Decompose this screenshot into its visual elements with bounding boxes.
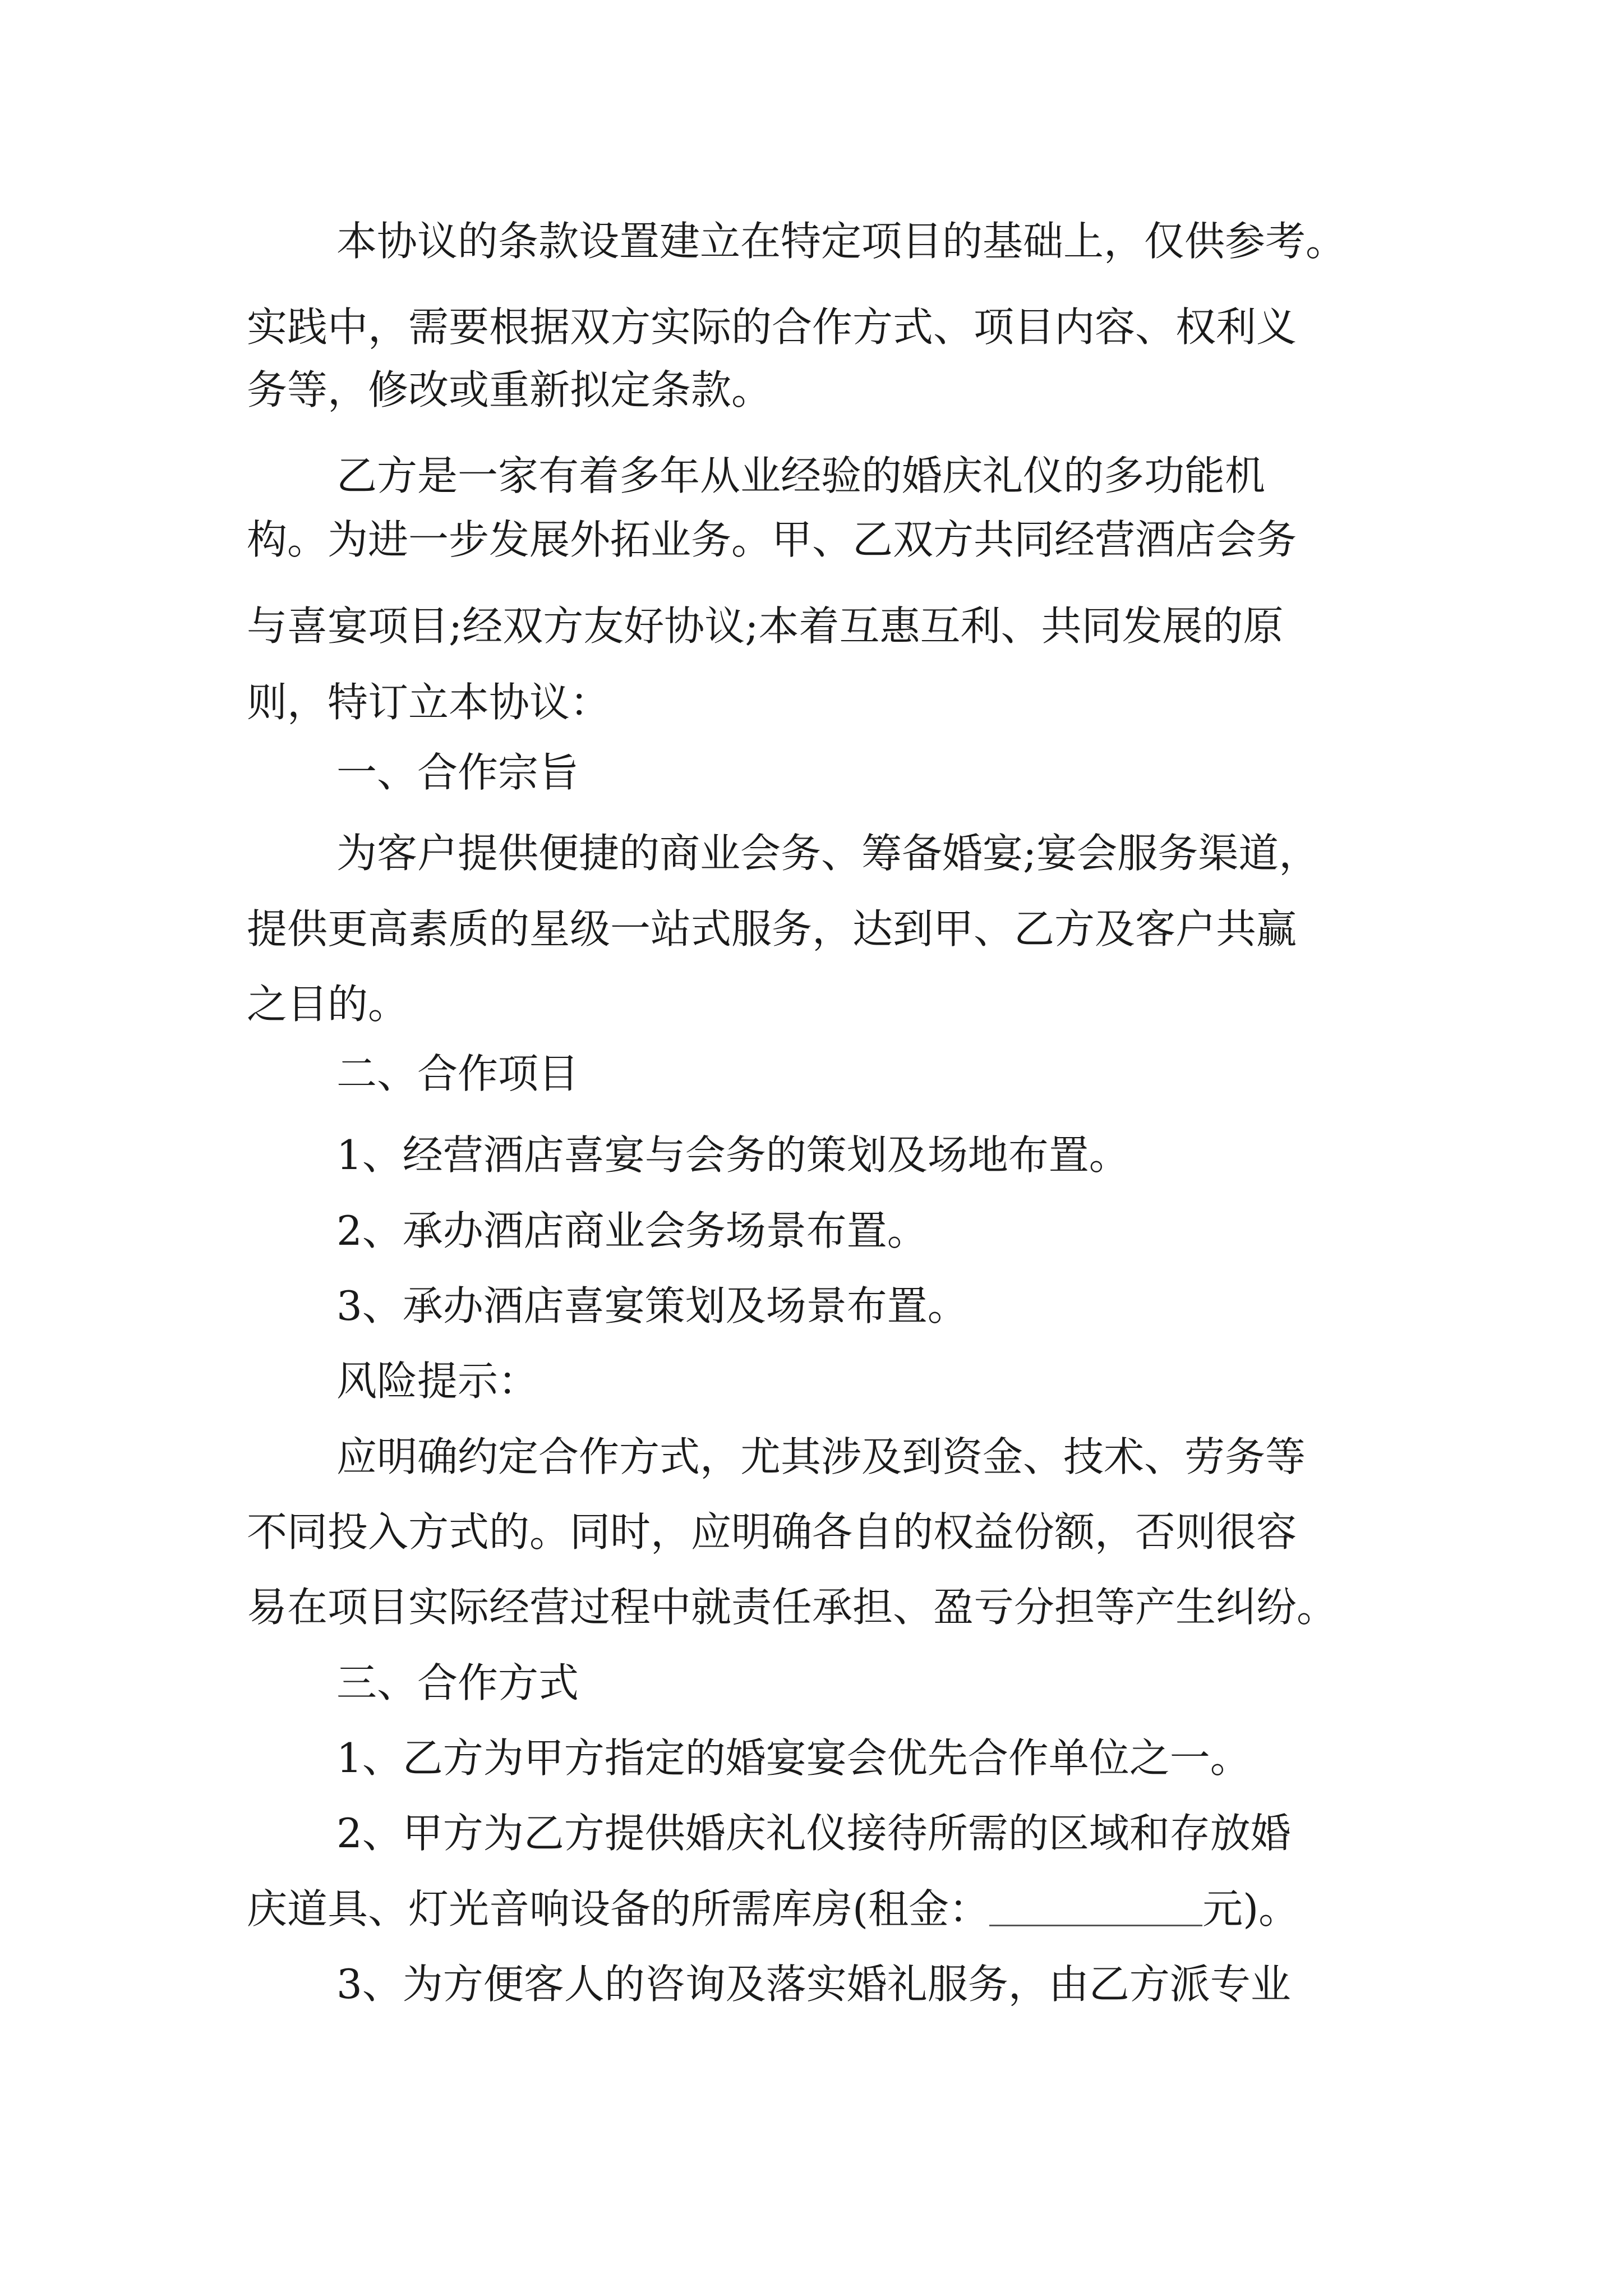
rent-suffix: 元)。 bbox=[1202, 1885, 1299, 1932]
paragraph-line: 不同投入方式的。同时，应明确各自的权益份额，否则很容 bbox=[247, 1508, 1297, 1556]
paragraph-line: 乙方是一家有着多年从业经验的婚庆礼仪的多功能机 bbox=[336, 452, 1266, 499]
section-heading: 二、合作项目 bbox=[336, 1050, 579, 1097]
list-item: 1、经营酒店喜宴与会务的策划及场地布置。 bbox=[336, 1131, 1129, 1179]
paragraph-line: 构。为进一步发展外拓业务。甲、乙双方共同经营酒店会务 bbox=[247, 516, 1297, 563]
rent-prefix: 庆道具、灯光音响设备的所需库房(租金： bbox=[247, 1885, 990, 1932]
rent-line bbox=[0, 1878, 1623, 1940]
paragraph-line: 本协议的条款设置建立在特定项目的基础上，仅供参考。 bbox=[336, 218, 1347, 265]
paragraph-line: 应明确约定合作方式，尤其涉及到资金、技术、劳务等 bbox=[336, 1433, 1306, 1480]
list-item: 2、甲方为乙方提供婚庆礼仪接待所需的区域和存放婚 bbox=[336, 1810, 1291, 1857]
paragraph-line: 为客户提供便捷的商业会务、筹备婚宴;宴会服务渠道， bbox=[336, 830, 1320, 877]
paragraph-line: 则，特订立本协议： bbox=[247, 679, 611, 726]
list-item: 1、乙方为甲方指定的婚宴宴会优先合作单位之一。 bbox=[336, 1734, 1251, 1782]
paragraph-line: 提供更高素质的星级一站式服务，达到甲、乙方及客户共赢 bbox=[247, 905, 1297, 953]
rent-amount-blank bbox=[989, 1884, 1202, 1926]
list-item: 3、承办酒店喜宴策划及场景布置。 bbox=[336, 1282, 968, 1329]
section-heading: 三、合作方式 bbox=[336, 1659, 579, 1706]
paragraph-line: 之目的。 bbox=[247, 981, 409, 1028]
list-item: 3、为方便客人的咨询及落实婚礼服务，由乙方派专业 bbox=[336, 1961, 1291, 2008]
paragraph-line: 易在项目实际经营过程中就责任承担、盈亏分担等产生纠纷。 bbox=[247, 1584, 1338, 1631]
paragraph-line: 与喜宴项目;经双方友好协议;本着互惠互利、共同发展的原 bbox=[247, 602, 1284, 650]
list-item: 2、承办酒店商业会务场景布置。 bbox=[336, 1207, 928, 1254]
paragraph-line: 实践中，需要根据双方实际的合作方式、项目内容、权利义 bbox=[247, 303, 1297, 351]
section-heading: 一、合作宗旨 bbox=[336, 749, 579, 796]
risk-notice-heading: 风险提示： bbox=[336, 1358, 539, 1405]
paragraph-line: 务等，修改或重新拟定条款。 bbox=[247, 366, 772, 413]
